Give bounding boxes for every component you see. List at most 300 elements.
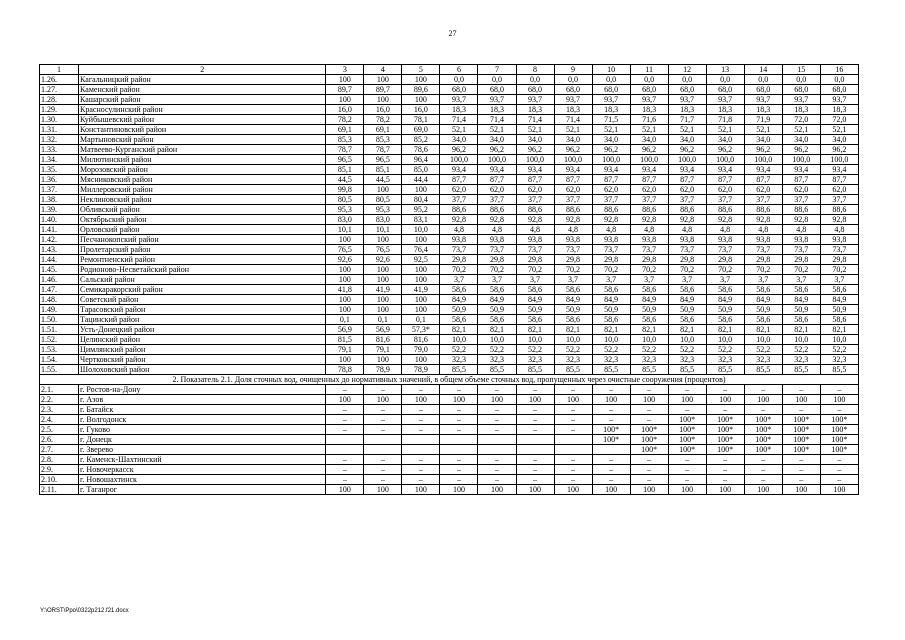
row-value: 87,7 — [668, 175, 706, 185]
row-value: 87,7 — [478, 175, 516, 185]
row-value: – — [554, 405, 592, 415]
row-value: 50,9 — [782, 305, 820, 315]
row-value: 4,8 — [668, 225, 706, 235]
row-value: 68,0 — [630, 85, 668, 95]
row-value: 73,7 — [554, 245, 592, 255]
row-value: 52,1 — [668, 125, 706, 135]
row-value: 0,1 — [326, 315, 364, 325]
row-value: 85,5 — [706, 365, 744, 375]
row-value: 58,6 — [592, 285, 630, 295]
row-number: 1.39. — [40, 205, 79, 215]
row-value: 100* — [668, 415, 706, 425]
row-value: 100* — [744, 415, 782, 425]
table-row — [40, 445, 859, 455]
row-value: – — [554, 475, 592, 485]
row-value: 58,6 — [706, 315, 744, 325]
row-value: 100 — [364, 295, 402, 305]
row-number: 2.2. — [40, 395, 79, 405]
row-value: 50,9 — [592, 305, 630, 315]
row-value: – — [668, 385, 706, 395]
table-row — [40, 335, 859, 345]
row-value: 71,4 — [478, 115, 516, 125]
row-value: – — [630, 455, 668, 465]
row-value: 58,6 — [668, 285, 706, 295]
row-value: – — [326, 455, 364, 465]
table-row — [40, 245, 859, 255]
row-value: – — [630, 405, 668, 415]
column-number: 4 — [364, 65, 402, 75]
row-value: – — [402, 405, 440, 415]
row-name: г. Донецк — [79, 435, 326, 445]
row-number: 1.50. — [40, 315, 79, 325]
row-value: 0,0 — [820, 75, 858, 85]
row-value: 85,5 — [592, 365, 630, 375]
row-value — [326, 435, 364, 445]
row-value: – — [554, 455, 592, 465]
table-row — [40, 95, 859, 105]
row-value: – — [402, 415, 440, 425]
row-value: – — [744, 405, 782, 415]
row-value: 41,9 — [402, 285, 440, 295]
row-name: Советский район — [79, 295, 326, 305]
row-value: 10,0 — [554, 335, 592, 345]
row-value: 32,3 — [516, 355, 554, 365]
row-value: 10,0 — [402, 225, 440, 235]
table-row — [40, 365, 859, 375]
row-value: – — [478, 385, 516, 395]
row-value: 29,8 — [820, 255, 858, 265]
row-value: 4,8 — [630, 225, 668, 235]
row-value: 100 — [364, 75, 402, 85]
row-value: – — [744, 455, 782, 465]
row-value: 58,6 — [478, 285, 516, 295]
row-value: 93,4 — [782, 165, 820, 175]
row-value: 93,8 — [820, 235, 858, 245]
row-value: 18,3 — [516, 105, 554, 115]
row-value: 58,6 — [744, 315, 782, 325]
row-value: – — [364, 425, 402, 435]
column-number: 6 — [440, 65, 478, 75]
row-value: 52,1 — [820, 125, 858, 135]
row-value: 70,2 — [706, 265, 744, 275]
row-value: 18,3 — [668, 105, 706, 115]
row-number: 2.10. — [40, 475, 79, 485]
row-value: 87,7 — [440, 175, 478, 185]
row-value: 79,1 — [364, 345, 402, 355]
row-value: 4,8 — [782, 225, 820, 235]
row-value: 29,8 — [440, 255, 478, 265]
row-value: – — [592, 385, 630, 395]
row-value: 29,8 — [706, 255, 744, 265]
row-value: 93,8 — [440, 235, 478, 245]
row-value: 52,1 — [630, 125, 668, 135]
row-number: 1.54. — [40, 355, 79, 365]
row-value: 92,8 — [516, 215, 554, 225]
row-value: 85,5 — [554, 365, 592, 375]
row-value: 37,7 — [630, 195, 668, 205]
row-value: 10,0 — [440, 335, 478, 345]
table-row — [40, 485, 859, 495]
row-value: 3,7 — [516, 275, 554, 285]
row-value: 100 — [364, 185, 402, 195]
row-value: 3,7 — [668, 275, 706, 285]
table-row — [40, 475, 859, 485]
row-value: 100 — [364, 235, 402, 245]
row-value: – — [592, 415, 630, 425]
row-value: 80,5 — [326, 195, 364, 205]
row-value: 93,4 — [478, 165, 516, 175]
row-value: 85,5 — [478, 365, 516, 375]
row-value: 52,1 — [744, 125, 782, 135]
row-value: 0,0 — [516, 75, 554, 85]
row-name: Мартыновский район — [79, 135, 326, 145]
row-value: 56,9 — [326, 325, 364, 335]
row-value: 82,1 — [706, 325, 744, 335]
row-value: 4,8 — [516, 225, 554, 235]
row-value: 87,7 — [516, 175, 554, 185]
row-value: – — [592, 455, 630, 465]
row-value: 52,2 — [554, 345, 592, 355]
row-value: 10,0 — [668, 335, 706, 345]
row-value: 81,6 — [402, 335, 440, 345]
row-value: 83,0 — [364, 215, 402, 225]
row-value: 0,0 — [706, 75, 744, 85]
row-value: – — [516, 415, 554, 425]
row-value: 100 — [326, 305, 364, 315]
row-value: 3,7 — [440, 275, 478, 285]
row-name: Мясниковский район — [79, 175, 326, 185]
row-value: 50,9 — [554, 305, 592, 315]
table-row — [40, 75, 859, 85]
row-value: 76,5 — [326, 245, 364, 255]
row-value: 62,0 — [630, 185, 668, 195]
row-value: 78,1 — [402, 115, 440, 125]
row-value: – — [744, 385, 782, 395]
row-value: 4,8 — [820, 225, 858, 235]
row-value: 93,4 — [630, 165, 668, 175]
row-name: Песчанокопский район — [79, 235, 326, 245]
row-value: 52,2 — [782, 345, 820, 355]
row-value: 100* — [630, 425, 668, 435]
row-value: – — [516, 405, 554, 415]
row-value: 93,8 — [554, 235, 592, 245]
row-value: – — [554, 465, 592, 475]
column-number: 9 — [554, 65, 592, 75]
row-value: 34,0 — [630, 135, 668, 145]
row-value: 58,6 — [744, 285, 782, 295]
row-value: 34,0 — [706, 135, 744, 145]
row-value: – — [440, 405, 478, 415]
row-value: 85,1 — [326, 165, 364, 175]
row-value: 85,5 — [820, 365, 858, 375]
row-value: 62,0 — [706, 185, 744, 195]
row-value: 37,7 — [744, 195, 782, 205]
row-value: 44,5 — [364, 175, 402, 185]
row-value: – — [440, 475, 478, 485]
row-value — [478, 435, 516, 445]
row-value: 58,6 — [630, 285, 668, 295]
row-value: 85,5 — [744, 365, 782, 375]
row-value: 100* — [706, 425, 744, 435]
table-row — [40, 425, 859, 435]
row-value: – — [326, 425, 364, 435]
row-value: 0,1 — [402, 315, 440, 325]
row-value: 100* — [706, 445, 744, 455]
row-value: 18,3 — [592, 105, 630, 115]
page-number: 27 — [448, 29, 457, 38]
row-value: 100 — [478, 485, 516, 495]
row-value: 100,0 — [554, 155, 592, 165]
row-value: 82,1 — [478, 325, 516, 335]
row-value: 96,2 — [706, 145, 744, 155]
row-value: 83,0 — [326, 215, 364, 225]
row-value: 100 — [364, 265, 402, 275]
row-name: Чертковский район — [79, 355, 326, 365]
row-value: 0,0 — [782, 75, 820, 85]
row-value: 100,0 — [478, 155, 516, 165]
row-value: 10,0 — [706, 335, 744, 345]
row-value: 84,9 — [516, 295, 554, 305]
row-name: Пролетарский район — [79, 245, 326, 255]
row-number: 1.29. — [40, 105, 79, 115]
row-value: 3,7 — [478, 275, 516, 285]
row-value: 100 — [440, 395, 478, 405]
row-value: 62,0 — [516, 185, 554, 195]
row-value: 4,8 — [478, 225, 516, 235]
indicator-table — [39, 64, 859, 495]
row-value: 87,7 — [820, 175, 858, 185]
row-value: 100 — [326, 485, 364, 495]
row-value: 10,0 — [592, 335, 630, 345]
row-value: 92,6 — [364, 255, 402, 265]
row-value: 71,4 — [440, 115, 478, 125]
row-value: – — [820, 475, 858, 485]
row-value: 58,6 — [516, 315, 554, 325]
row-value: 73,7 — [478, 245, 516, 255]
row-number: 2.5. — [40, 425, 79, 435]
row-value: – — [554, 425, 592, 435]
row-value: 100* — [782, 415, 820, 425]
row-number: 1.42. — [40, 235, 79, 245]
row-value: – — [820, 385, 858, 395]
row-value: – — [706, 465, 744, 475]
row-value: 79,0 — [402, 345, 440, 355]
row-value: 70,2 — [592, 265, 630, 275]
row-value: 96,5 — [364, 155, 402, 165]
row-value: 62,0 — [820, 185, 858, 195]
row-value: 96,2 — [516, 145, 554, 155]
column-number: 1 — [40, 65, 79, 75]
row-value: 73,7 — [782, 245, 820, 255]
row-value: 68,0 — [706, 85, 744, 95]
row-value: 73,7 — [630, 245, 668, 255]
row-value: 73,7 — [592, 245, 630, 255]
table-row — [40, 405, 859, 415]
row-value: 32,3 — [478, 355, 516, 365]
row-value: 72,0 — [820, 115, 858, 125]
row-value: 100 — [402, 395, 440, 405]
row-value: – — [364, 475, 402, 485]
row-value: 100 — [706, 485, 744, 495]
row-value: 68,0 — [478, 85, 516, 95]
row-value: 78,7 — [326, 145, 364, 155]
row-value: 96,2 — [820, 145, 858, 155]
row-value: 52,2 — [630, 345, 668, 355]
row-value — [478, 445, 516, 455]
row-value: 93,4 — [820, 165, 858, 175]
row-value: 44,4 — [402, 175, 440, 185]
row-value: 92,8 — [630, 215, 668, 225]
table-row — [40, 135, 859, 145]
row-number: 2.11. — [40, 485, 79, 495]
row-value: 100,0 — [820, 155, 858, 165]
row-value: 100* — [706, 415, 744, 425]
row-value: – — [478, 465, 516, 475]
table-row — [40, 185, 859, 195]
row-value: 82,1 — [744, 325, 782, 335]
row-value: 87,7 — [554, 175, 592, 185]
row-value — [402, 445, 440, 455]
table-row — [40, 145, 859, 155]
row-value: 84,9 — [744, 295, 782, 305]
row-value: 58,6 — [592, 315, 630, 325]
row-value: 100 — [364, 95, 402, 105]
row-value: 78,2 — [326, 115, 364, 125]
row-value: 62,0 — [668, 185, 706, 195]
row-value: 37,7 — [592, 195, 630, 205]
row-name: Тацинский район — [79, 315, 326, 325]
column-number: 2 — [79, 65, 326, 75]
row-value: 85,3 — [326, 135, 364, 145]
row-value: 58,6 — [440, 315, 478, 325]
row-value: 37,7 — [440, 195, 478, 205]
row-value: 80,4 — [402, 195, 440, 205]
row-value: – — [364, 415, 402, 425]
row-value: 78,2 — [364, 115, 402, 125]
row-value: 100* — [820, 415, 858, 425]
row-value: 34,0 — [478, 135, 516, 145]
row-value: 18,3 — [440, 105, 478, 115]
row-value: 100 — [402, 75, 440, 85]
row-value: 100 — [326, 265, 364, 275]
row-name: Орловский район — [79, 225, 326, 235]
row-value — [516, 435, 554, 445]
row-number: 1.28. — [40, 95, 79, 105]
row-number: 2.9. — [40, 465, 79, 475]
table-row — [40, 465, 859, 475]
row-value: 58,6 — [478, 315, 516, 325]
row-value: 71,6 — [630, 115, 668, 125]
row-value: 37,7 — [820, 195, 858, 205]
row-value: – — [326, 475, 364, 485]
row-value: 82,1 — [782, 325, 820, 335]
row-value: 93,4 — [706, 165, 744, 175]
row-value: 71,4 — [554, 115, 592, 125]
row-value: – — [440, 455, 478, 465]
row-value: 76,5 — [364, 245, 402, 255]
row-value: 92,6 — [326, 255, 364, 265]
row-value: 62,0 — [440, 185, 478, 195]
row-value: 10,0 — [744, 335, 782, 345]
row-value: 41,8 — [326, 285, 364, 295]
row-value: 52,1 — [592, 125, 630, 135]
row-value: 70,2 — [478, 265, 516, 275]
row-name: г. Зверево — [79, 445, 326, 455]
row-number: 2.7. — [40, 445, 79, 455]
row-value: 3,7 — [782, 275, 820, 285]
row-value: 100* — [668, 445, 706, 455]
column-number: 3 — [326, 65, 364, 75]
row-value: 58,6 — [554, 315, 592, 325]
row-value: 70,2 — [820, 265, 858, 275]
row-value: 50,9 — [744, 305, 782, 315]
row-value: 3,7 — [592, 275, 630, 285]
row-value: 73,7 — [668, 245, 706, 255]
row-number: 2.4. — [40, 415, 79, 425]
row-value: 100* — [744, 425, 782, 435]
row-value — [402, 435, 440, 445]
row-value: 100* — [782, 445, 820, 455]
row-value: 85,5 — [630, 365, 668, 375]
column-number: 16 — [820, 65, 858, 75]
row-value: 10,0 — [516, 335, 554, 345]
row-value: 37,7 — [706, 195, 744, 205]
row-value: – — [592, 475, 630, 485]
row-value — [516, 445, 554, 455]
row-value: 58,6 — [820, 315, 858, 325]
row-value: 100 — [326, 275, 364, 285]
table-row — [40, 315, 859, 325]
row-name: Шолоховский район — [79, 365, 326, 375]
row-number: 1.48. — [40, 295, 79, 305]
row-value: 68,0 — [820, 85, 858, 95]
row-value: – — [592, 465, 630, 475]
row-value: – — [554, 415, 592, 425]
row-value: 4,8 — [706, 225, 744, 235]
table-row — [40, 385, 859, 395]
row-value: 88,6 — [820, 205, 858, 215]
row-value: 71,4 — [516, 115, 554, 125]
row-value: 93,4 — [744, 165, 782, 175]
row-value: 70,2 — [668, 265, 706, 275]
row-name: Октябрьский район — [79, 215, 326, 225]
row-value: – — [516, 475, 554, 485]
row-value: 58,6 — [630, 315, 668, 325]
row-value: 70,2 — [630, 265, 668, 275]
section-row — [40, 375, 859, 385]
table-row — [40, 415, 859, 425]
row-value: 3,7 — [706, 275, 744, 285]
row-value: 87,7 — [592, 175, 630, 185]
row-value: 93,7 — [554, 95, 592, 105]
row-value: 70,2 — [516, 265, 554, 275]
row-value: 93,7 — [630, 95, 668, 105]
row-value: 93,8 — [668, 235, 706, 245]
row-value: – — [630, 385, 668, 395]
row-value: 100 — [820, 395, 858, 405]
row-value: – — [440, 425, 478, 435]
row-name: Родионово-Несветайский район — [79, 265, 326, 275]
row-value: 50,9 — [440, 305, 478, 315]
row-value: 79,1 — [326, 345, 364, 355]
row-value: 93,8 — [592, 235, 630, 245]
row-value: 92,8 — [820, 215, 858, 225]
row-value: 96,2 — [592, 145, 630, 155]
row-value: 87,7 — [706, 175, 744, 185]
row-value: 57,3* — [402, 325, 440, 335]
row-value: 73,7 — [820, 245, 858, 255]
row-value: 93,4 — [440, 165, 478, 175]
